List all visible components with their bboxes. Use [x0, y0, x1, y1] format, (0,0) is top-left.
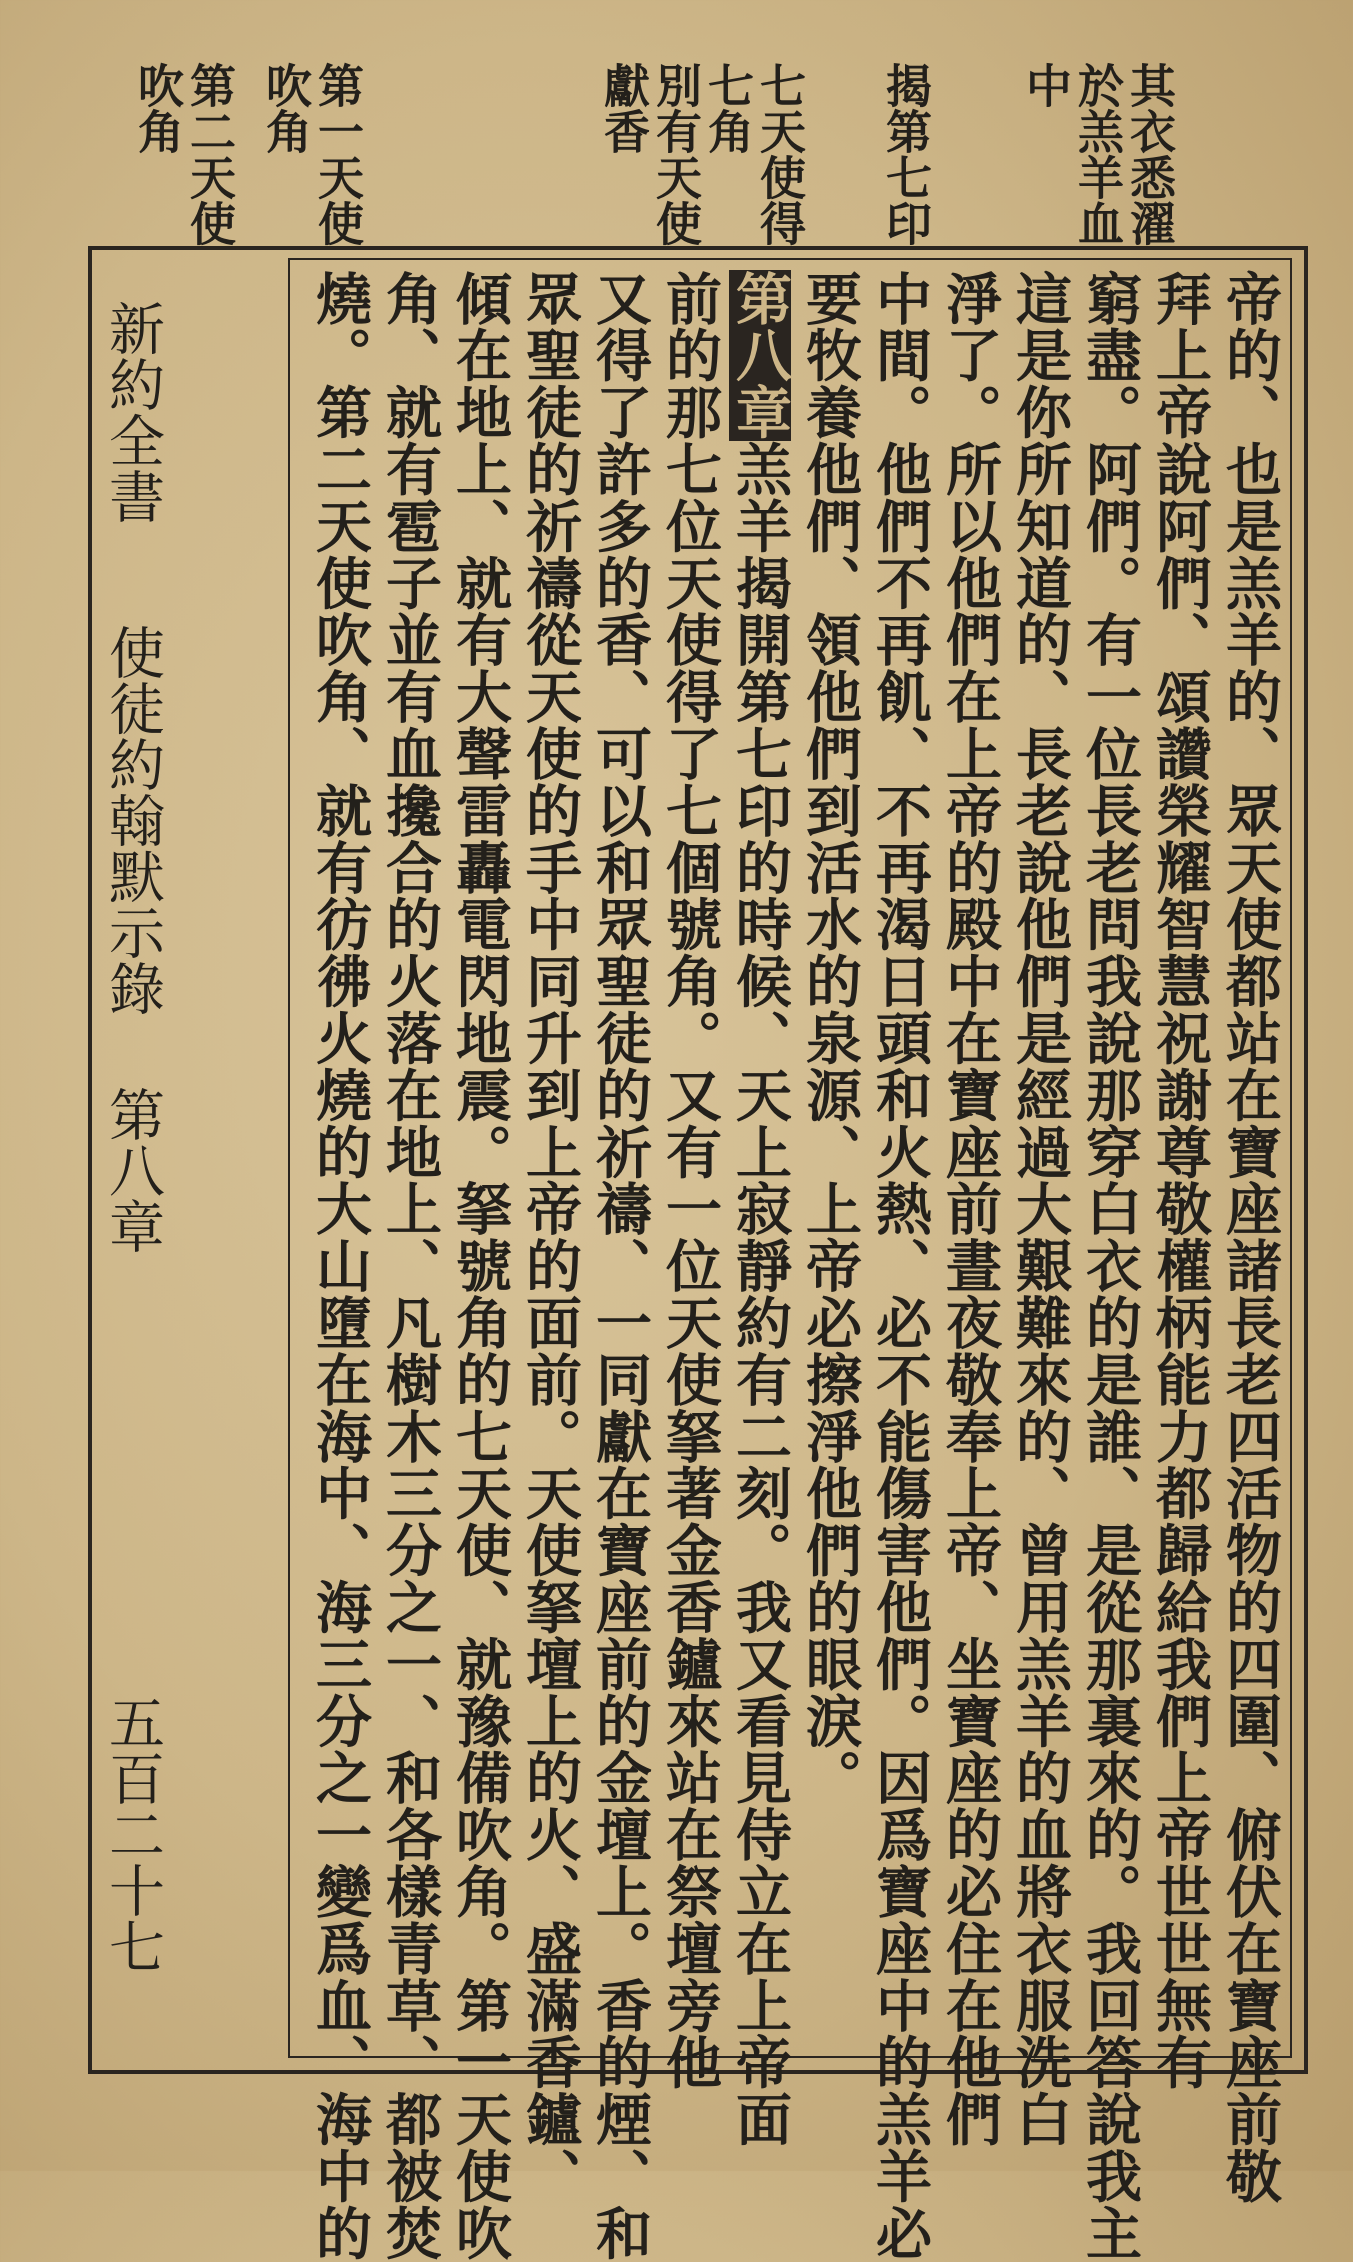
chapter-marker: 第八章: [727, 270, 793, 441]
margin-note-robes-2: [1073, 62, 1123, 246]
text-column: [869, 270, 931, 2262]
margin-note-seven-angels: [755, 62, 805, 246]
text-line: 眾聖徒的祈禱從天使的手中同升到上帝的面前。天使拏壇上的火、盛滿香鑪、: [517, 270, 583, 2205]
text-line: 又得了許多的香、可以和眾聖徒的祈禱、一同獻在寶座前的金壇上。香的煙、和: [587, 270, 653, 2262]
text-column: [1009, 270, 1071, 2148]
running-head: [92, 300, 172, 2040]
text-line: 燒。第二天使吹角、就有彷彿火燒的大山墮在海中、海三分之一變爲血、海中的: [307, 270, 373, 2262]
margin-note-robes: [1125, 62, 1175, 246]
note-line: 七天使得: [753, 62, 807, 246]
text-column: [309, 270, 371, 2262]
margin-note-second-angel: [185, 62, 235, 246]
note-line: 獻香: [597, 62, 651, 154]
text-column: [1079, 270, 1141, 2262]
text-column: [449, 270, 511, 2262]
text-line: 淨了。所以他們在上帝的殿中在寶座前晝夜敬奉上帝、坐寶座的必住在他們: [937, 270, 1003, 2148]
margin-note-seven-angels-2: [703, 62, 753, 154]
note-line: 中: [1019, 62, 1073, 108]
text-column: [659, 270, 721, 2091]
text-column: [519, 270, 581, 2205]
note-line: 吹角: [131, 62, 185, 154]
text-column-chapter-start: [729, 270, 791, 2148]
page-number: 五百二十七: [100, 1694, 165, 1974]
book-title: 新約全書: [100, 300, 165, 524]
text-line: 羔羊揭開第七印的時候、天上寂靜約有二刻。我又看見侍立在上帝面: [727, 440, 793, 2148]
text-line: 要牧養他們、領他們到活水的泉源、上帝必擦淨他們的眼淚。: [797, 270, 863, 1807]
text-line: 中間。他們不再飢、不再渴日頭和火熱、必不能傷害他們。因爲寶座中的羔羊必: [867, 270, 933, 2262]
text-line: 前的那七位天使得了七個號角。又有一位天使拏著金香鑪來站在祭壇旁他: [657, 270, 723, 2091]
text-line: 這是你所知道的、長老說他們是經過大艱難來的、曾用羔羊的血將衣服洗白: [1007, 270, 1073, 2148]
margin-note-first-angel: [313, 62, 363, 246]
text-column: [589, 270, 651, 2262]
note-line: 七角: [701, 62, 755, 154]
note-line: 揭第七印: [879, 62, 933, 246]
book-name: 使徒約翰默示錄: [100, 624, 165, 1016]
text-line: 角、就有雹子並有血攙合的火落在地上、凡樹木三分之一、和各樣青草、都被焚: [377, 270, 443, 2262]
margin-note-first-angel-2: [261, 62, 311, 154]
text-column: [799, 270, 861, 1806]
note-line: 於羔羊血: [1071, 62, 1125, 246]
text-line: 拜上帝說阿們、頌讚榮耀智慧祝謝尊敬權柄能力都歸給我們上帝世世無有: [1147, 270, 1213, 2091]
note-line: 其衣悉濯: [1123, 62, 1177, 246]
text-column: [379, 270, 441, 2262]
text-line: 窮盡。阿們。有一位長老問我說那穿白衣的是誰、是從那裏來的。我回答說我主: [1077, 270, 1143, 2262]
margin-note-seven-angels-4: [599, 62, 649, 154]
note-line: 第二天使: [183, 62, 237, 246]
text-column: [1219, 270, 1281, 2205]
margin-note-seventh-seal: [881, 62, 931, 246]
note-line: 吹角: [259, 62, 313, 154]
text-line: 帝的、也是羔羊的、眾天使都站在寶座諸長老四活物的四圍、俯伏在寶座前敬: [1217, 270, 1283, 2205]
text-column: [1149, 270, 1211, 2091]
note-line: 第一天使: [311, 62, 365, 246]
text-line: 傾在地上、就有大聲雷轟電閃地震。拏號角的七天使、就豫備吹角。第一天使吹: [447, 270, 513, 2262]
margin-note-robes-3: [1021, 62, 1071, 108]
note-line: 別有天使: [649, 62, 703, 246]
margin-note-seven-angels-3: [651, 62, 701, 246]
text-column: [939, 270, 1001, 2148]
margin-note-second-angel-2: [133, 62, 183, 154]
chapter-label: 第八章: [100, 1086, 165, 1254]
